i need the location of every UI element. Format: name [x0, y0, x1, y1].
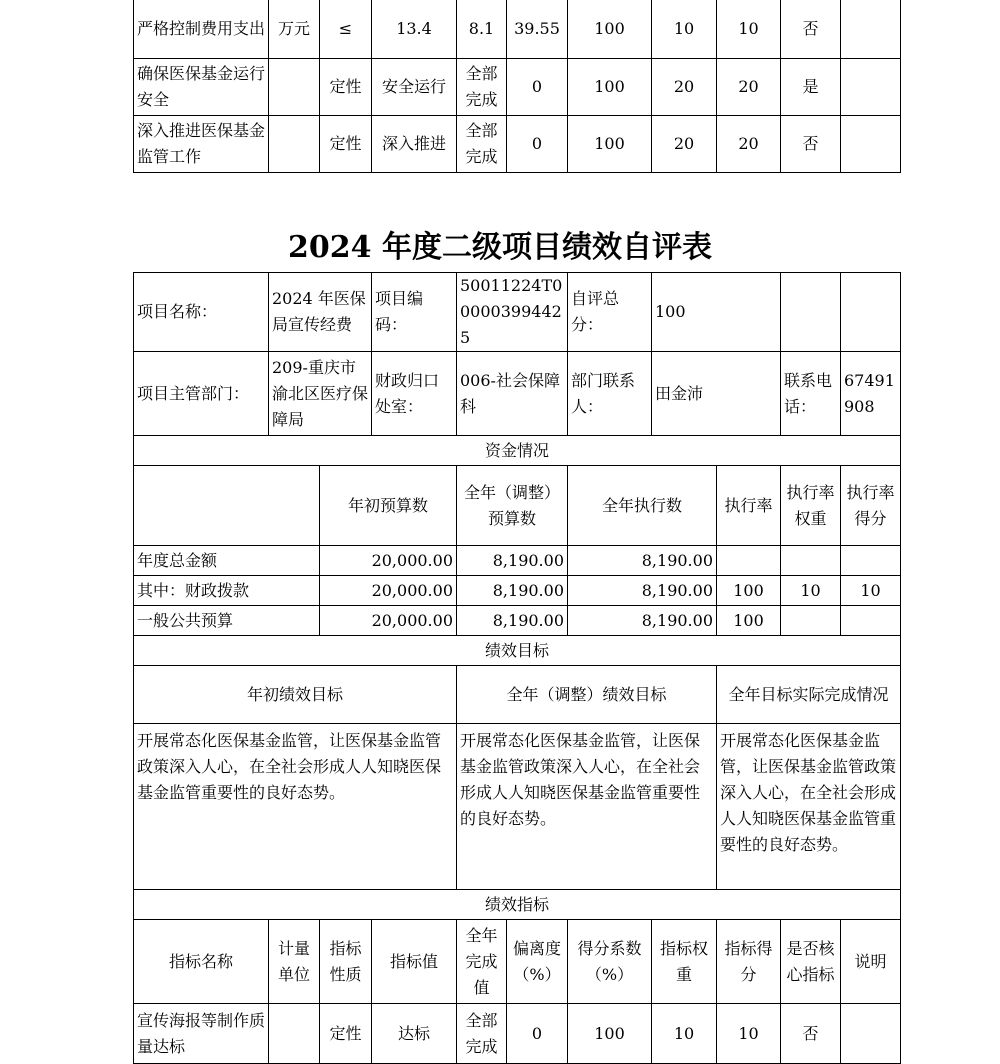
empty-cell [134, 466, 320, 546]
indicator-deviation: 0 [507, 59, 568, 116]
project-code-label: 项目编码： [372, 273, 457, 352]
page-title: 2024 年度二级项目绩效自评表 [288, 230, 712, 265]
self-score-label: 自评总分： [568, 273, 652, 352]
indicator-value: 13.4 [372, 0, 457, 59]
funds-row-label: 年度总金额 [134, 546, 320, 576]
contact-value: 田金沛 [652, 352, 781, 436]
indicator-score: 10 [717, 1004, 781, 1064]
indicator-name: 确保医保基金运行安全 [134, 59, 269, 116]
indicator-weight: 20 [652, 116, 717, 173]
indicator-core: 否 [781, 1004, 841, 1064]
indicator-note [841, 0, 901, 59]
goals-header-row [134, 666, 901, 724]
goals-header-initial: 年初绩效目标 [134, 666, 457, 724]
indicator-coef: 100 [568, 59, 652, 116]
indicators-section-title: 绩效指标 [134, 890, 901, 920]
funds-row-label: 一般公共预算 [134, 606, 320, 636]
funds-header: 执行率得分 [841, 466, 901, 546]
indicator-continuation-table [133, 0, 901, 173]
indicator-completion: 全部完成 [457, 116, 507, 173]
funds-initial: 20,000.00 [320, 546, 457, 576]
goal-actual-text: 开展常态化医保基金监管，让医保基金监管政策深入人心，在全社会形成人人知晓医保基金监管重要性的良好态势。 [717, 724, 901, 890]
empty-cell [841, 273, 901, 352]
phone-label: 联系电话： [781, 352, 841, 436]
goals-content-row [134, 724, 901, 890]
funds-score [841, 606, 901, 636]
funds-weight: 10 [781, 576, 841, 606]
indicator-note [841, 1004, 901, 1064]
indicator-header: 指标得分 [717, 920, 781, 1004]
indicator-unit [269, 116, 320, 173]
evaluation-table [133, 272, 901, 1064]
indicator-value: 深入推进 [372, 116, 457, 173]
table-row [134, 0, 901, 59]
indicator-header: 得分系数（%） [568, 920, 652, 1004]
indicator-core: 否 [781, 0, 841, 59]
indicator-header: 指标性质 [320, 920, 372, 1004]
goals-header-actual: 全年目标实际完成情况 [717, 666, 901, 724]
project-info-row [134, 273, 901, 352]
funds-section-title: 资金情况 [134, 436, 901, 466]
contact-label: 部门联系人： [568, 352, 652, 436]
funds-executed: 8,190.00 [568, 576, 717, 606]
indicator-header: 指标名称 [134, 920, 269, 1004]
indicator-deviation: 0 [507, 1004, 568, 1064]
indicator-score: 10 [717, 0, 781, 59]
empty-cell [781, 273, 841, 352]
funds-executed: 8,190.00 [568, 606, 717, 636]
funds-header: 全年执行数 [568, 466, 717, 546]
table-row [134, 59, 901, 116]
indicator-unit [269, 59, 320, 116]
indicator-nature: 定性 [320, 59, 372, 116]
project-name-label: 项目名称： [134, 273, 269, 352]
indicator-note [841, 116, 901, 173]
funds-rate: 100 [717, 576, 781, 606]
section-header-row [134, 436, 901, 466]
indicator-name: 严格控制费用支出 [134, 0, 269, 59]
dept-value: 209-重庆市渝北区医疗保障局 [269, 352, 372, 436]
funds-header: 全年（调整）预算数 [457, 466, 568, 546]
table-row [134, 116, 901, 173]
funds-weight [781, 606, 841, 636]
funds-score [841, 546, 901, 576]
indicator-header: 说明 [841, 920, 901, 1004]
indicator-nature: 定性 [320, 116, 372, 173]
indicator-header: 是否核心指标 [781, 920, 841, 1004]
goal-adjusted-text: 开展常态化医保基金监管，让医保基金监管政策深入人心，在全社会形成人人知晓医保基金监管重要性的良好态势。 [457, 724, 717, 890]
indicator-note [841, 59, 901, 116]
goals-section-title: 绩效目标 [134, 636, 901, 666]
section-header-row [134, 890, 901, 920]
indicator-name: 深入推进医保基金监管工作 [134, 116, 269, 173]
finance-label: 财政归口处室： [372, 352, 457, 436]
indicator-header: 指标值 [372, 920, 457, 1004]
table-row [134, 1004, 901, 1064]
indicators-header-row [134, 920, 901, 1004]
table-row [134, 606, 901, 636]
goals-header-adjusted: 全年（调整）绩效目标 [457, 666, 717, 724]
indicator-value: 安全运行 [372, 59, 457, 116]
indicator-score: 20 [717, 116, 781, 173]
project-code: 500112​24T000003994425 [457, 273, 568, 352]
table-row [134, 546, 901, 576]
indicator-nature: ≤ [320, 0, 372, 59]
funds-adjusted: 8,190.00 [457, 606, 568, 636]
funds-header: 执行率 [717, 466, 781, 546]
indicator-deviation: 39.55 [507, 0, 568, 59]
funds-header-row [134, 466, 901, 546]
indicator-header: 计量单位 [269, 920, 320, 1004]
dept-label: 项目主管部门： [134, 352, 269, 436]
indicator-coef: 100 [568, 116, 652, 173]
finance-value: 006-社会保障科 [457, 352, 568, 436]
funds-row-label: 其中：财政拨款 [134, 576, 320, 606]
indicator-header: 指标权重 [652, 920, 717, 1004]
funds-executed: 8,190.00 [568, 546, 717, 576]
phone-value: 67491908 [841, 352, 901, 436]
indicator-name: 宣传海报等制作质量达标 [134, 1004, 269, 1064]
funds-initial: 20,000.00 [320, 606, 457, 636]
funds-initial: 20,000.00 [320, 576, 457, 606]
indicator-score: 20 [717, 59, 781, 116]
self-score: 100 [652, 273, 781, 352]
indicator-header: 偏离度（%） [507, 920, 568, 1004]
table-row [134, 576, 901, 606]
indicator-weight: 20 [652, 59, 717, 116]
indicator-header: 全年完成值 [457, 920, 507, 1004]
project-info-row [134, 352, 901, 436]
funds-adjusted: 8,190.00 [457, 576, 568, 606]
indicator-unit [269, 1004, 320, 1064]
funds-rate [717, 546, 781, 576]
funds-score: 10 [841, 576, 901, 606]
indicator-weight: 10 [652, 1004, 717, 1064]
indicator-core: 是 [781, 59, 841, 116]
indicator-completion: 全部完成 [457, 1004, 507, 1064]
indicator-coef: 100 [568, 1004, 652, 1064]
funds-header: 执行率权重 [781, 466, 841, 546]
indicator-coef: 100 [568, 0, 652, 59]
indicator-nature: 定性 [320, 1004, 372, 1064]
project-name: 2024 年医保局宣传经费 [269, 273, 372, 352]
indicator-completion: 全部完成 [457, 59, 507, 116]
indicator-weight: 10 [652, 0, 717, 59]
section-header-row [134, 636, 901, 666]
indicator-unit: 万元 [269, 0, 320, 59]
funds-adjusted: 8,190.00 [457, 546, 568, 576]
goal-initial-text: 开展常态化医保基金监管，让医保基金监管政策深入人心，在全社会形成人人知晓医保基金监管重要性的良好态势。 [134, 724, 457, 890]
indicator-core: 否 [781, 116, 841, 173]
indicator-deviation: 0 [507, 116, 568, 173]
funds-weight [781, 546, 841, 576]
indicator-completion: 8.1 [457, 0, 507, 59]
funds-rate: 100 [717, 606, 781, 636]
indicator-value: 达标 [372, 1004, 457, 1064]
funds-header: 年初预算数 [320, 466, 457, 546]
